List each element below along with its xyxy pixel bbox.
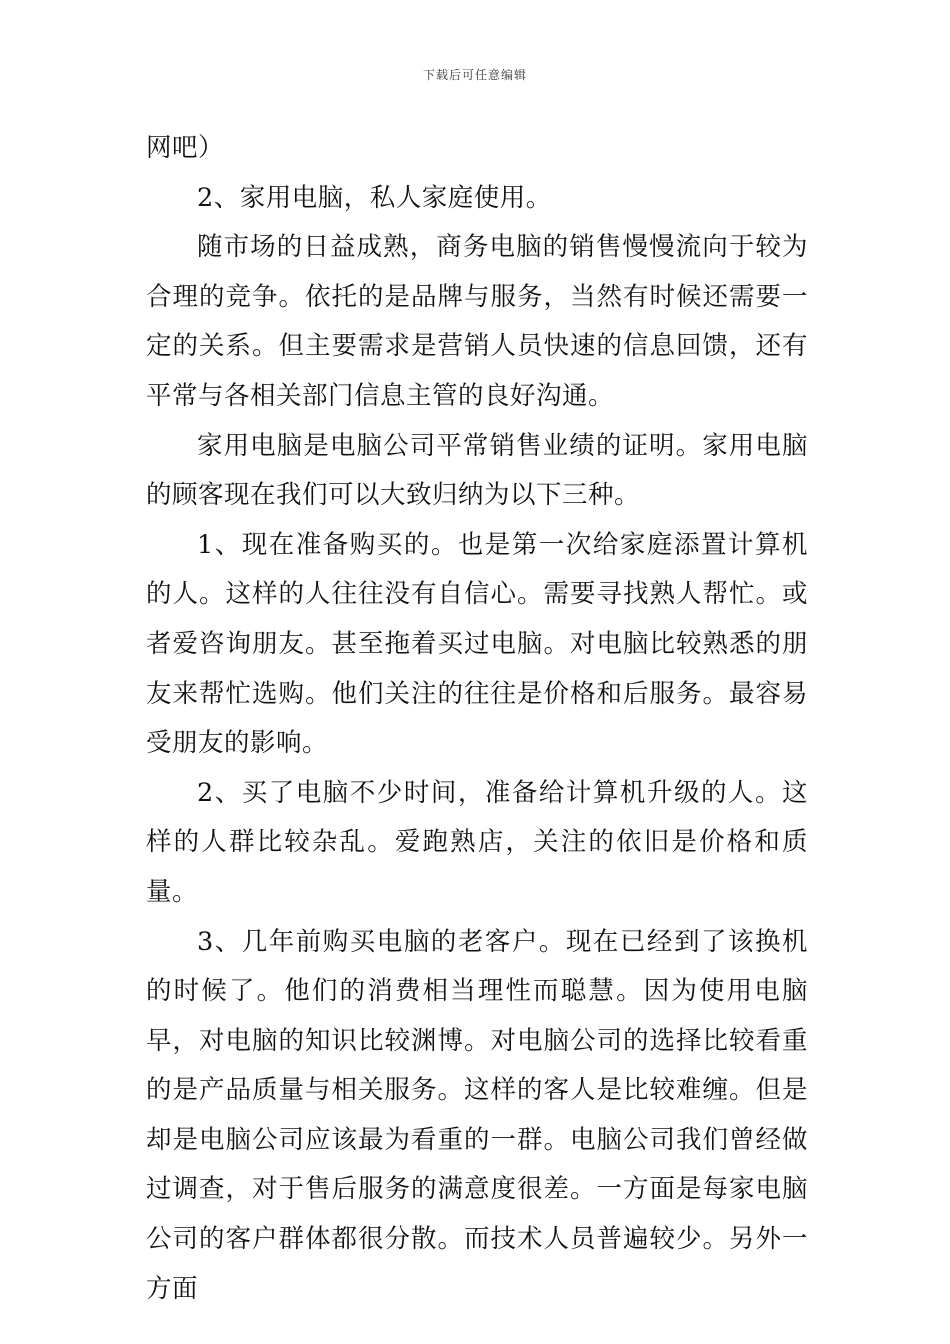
paragraph: 2、买了电脑不少时间，准备给计算机升级的人。这样的人群比较杂乱。爱跑熟店，关注的依旧是价格和质量。 [146,777,808,907]
paragraph: 3、几年前购买电脑的老客户。现在已经到了该换机的时候了。他们的消费相当理性而聪慧。因为使用电脑早，对电脑的知识比较渊博。对电脑公司的选择比较看重的是产品质量与相关服务。这样的客人是比较难缠。但是却是电脑公司应该最为看重的一群。电脑公司我们曾经做过调查，对于售后服务的满意度很差。一方面是每家电脑公司的客户群体都很分散。而技术人员普遍较少。另外一方面 [146,926,808,1304]
paragraph: 1、现在准备购买的。也是第一次给家庭添置计算机的人。这样的人往往没有自信心。需要寻找熟人帮忙。或者爱咨询朋友。甚至拖着买过电脑。对电脑比较熟悉的朋友来帮忙选购。他们关注的往往是价格和后服务。最容易受朋友的影响。 [146,529,808,759]
paragraph: 2、家用电脑，私人家庭使用。 [197,182,552,213]
paragraph: 随市场的日益成熟，商务电脑的销售慢慢流向于较为合理的竞争。依托的是品牌与服务，当然有时候还需要一定的关系。但主要需求是营销人员快速的信息回馈，还有平常与各相关部门信息主管的良好沟通。 [146,232,808,411]
page-header: 下载后可任意编辑 [422,68,527,82]
paragraph: 家用电脑是电脑公司平常销售业绩的证明。家用电脑的顾客现在我们可以大致归纳为以下三种。 [146,430,808,511]
document-body [146,124,808,1314]
paragraph: 网吧） [146,133,225,163]
